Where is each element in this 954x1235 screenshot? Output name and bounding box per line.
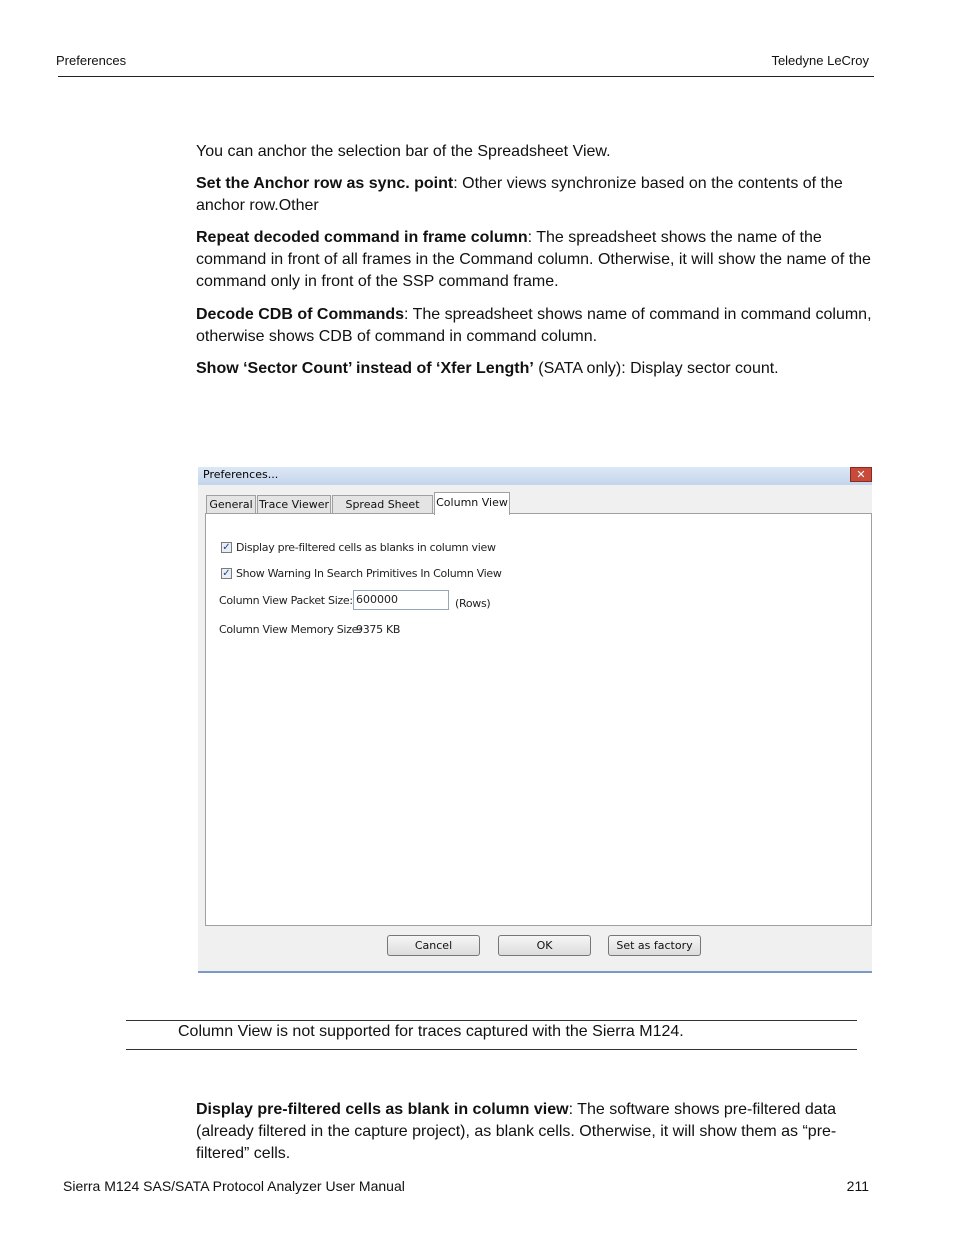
prefiltered-blank-checkbox[interactable]: ✓ bbox=[222, 542, 231, 553]
show-warning-checkbox[interactable]: ✓ bbox=[222, 568, 231, 579]
memory-size-value: 9375 KB bbox=[356, 623, 401, 636]
item-sector-count bbox=[196, 358, 876, 380]
intro-paragraph: You can anchor the selection bar of the Spreadsheet View. bbox=[196, 143, 611, 160]
tab-trace-viewer[interactable]: Trace Viewer bbox=[257, 495, 331, 513]
page-number: 211 bbox=[846, 1178, 869, 1194]
item-text: : Other views synchronize based on the contents of the anchor row.Other bbox=[196, 175, 843, 214]
memory-size-label: Column View Memory Size: bbox=[219, 623, 362, 636]
header-section-title: Preferences bbox=[56, 53, 127, 68]
note-top-rule bbox=[126, 1020, 857, 1021]
packet-size-input[interactable]: 600000 bbox=[353, 590, 449, 610]
dialog-titlebar bbox=[198, 467, 872, 485]
item-text: (SATA only): Display sector count. bbox=[533, 360, 779, 377]
item-term: Set the Anchor row as sync. point bbox=[196, 175, 454, 192]
header-rule bbox=[58, 76, 874, 77]
note-text: Column View is not supported for traces captured with the Sierra M124. bbox=[178, 1023, 684, 1040]
item-text: : The software shows pre-filtered data (already filtered in the capture project), as blank cells. Otherwise, it will show them as “pre-filtered” cells. bbox=[196, 1101, 837, 1162]
footer-manual-title: Sierra M124 SAS/SATA Protocol Analyzer User Manual bbox=[63, 1178, 405, 1194]
preferences-dialog bbox=[198, 467, 872, 973]
packet-size-label: Column View Packet Size: bbox=[219, 594, 353, 607]
tab-spread-sheet-view[interactable]: Spread Sheet bbox=[332, 495, 433, 513]
item-term: Show ‘Sector Count’ instead of ‘Xfer Length’ bbox=[196, 360, 534, 377]
column-view-panel bbox=[205, 513, 872, 926]
item-term: Display pre-filtered cells as blank in column view bbox=[196, 1101, 569, 1118]
ok-button[interactable]: OK bbox=[498, 935, 591, 956]
item-repeat-decoded bbox=[196, 227, 876, 293]
cancel-button[interactable]: Cancel bbox=[387, 935, 480, 956]
dialog-title: Preferences... bbox=[203, 468, 279, 481]
item-display-prefiltered bbox=[196, 1099, 876, 1165]
item-term: Repeat decoded command in frame column bbox=[196, 229, 528, 246]
item-anchor-sync bbox=[196, 173, 876, 217]
item-text: : The spreadsheet shows name of command in command column, otherwise shows CDB of command in command column. bbox=[196, 306, 872, 345]
packet-size-unit: (Rows) bbox=[455, 597, 491, 610]
prefiltered-blank-label: Display pre-filtered cells as blanks in column view bbox=[236, 541, 496, 554]
tab-column-view[interactable]: Column View bbox=[434, 492, 510, 515]
header-company: Teledyne LeCroy bbox=[771, 53, 869, 68]
note-bottom-rule bbox=[126, 1049, 857, 1050]
close-icon[interactable]: ✕ bbox=[850, 467, 872, 482]
item-text: : The spreadsheet shows the name of the command in front of all frames in the Command column. Otherwise, it will show the name of the command only in front of the SSP command frame. bbox=[196, 229, 871, 290]
item-term: Decode CDB of Commands bbox=[196, 306, 405, 323]
show-warning-label: Show Warning In Search Primitives In Column View bbox=[236, 567, 502, 580]
item-decode-cdb bbox=[196, 304, 876, 348]
tab-general[interactable]: General bbox=[206, 495, 256, 513]
set-as-factory-button[interactable]: Set as factory bbox=[608, 935, 701, 956]
